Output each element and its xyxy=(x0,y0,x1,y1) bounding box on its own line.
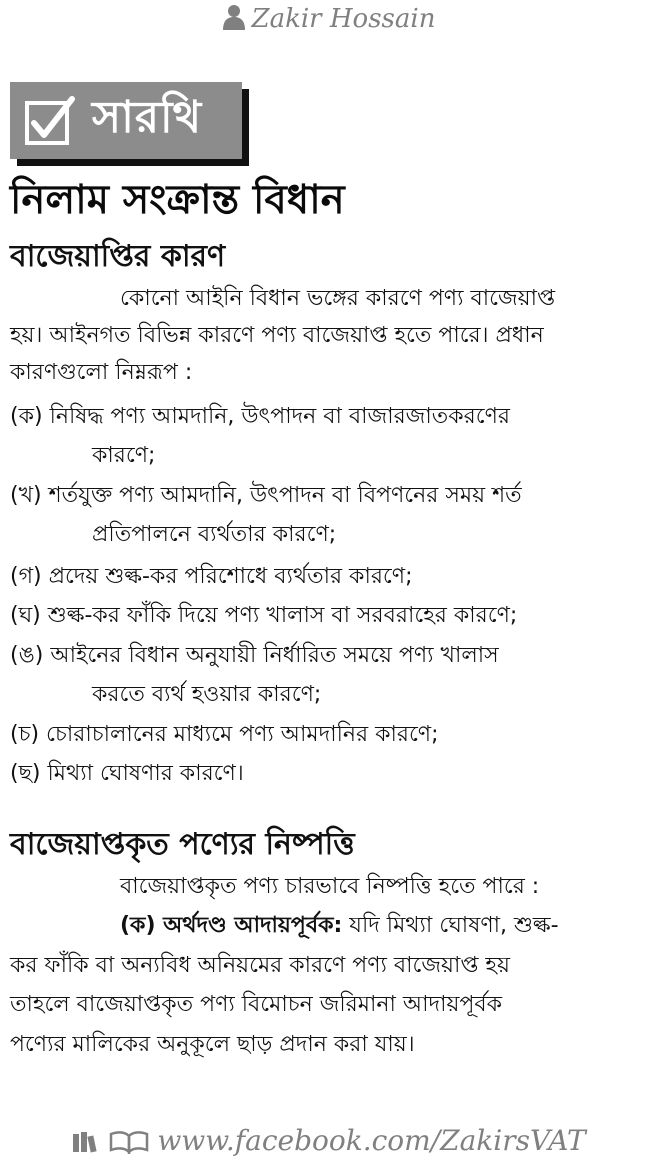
author-name: Zakir Hossain xyxy=(251,4,436,34)
brand-badge xyxy=(10,82,242,159)
author-credit xyxy=(0,4,657,34)
list-marker: (খ) xyxy=(10,483,42,508)
disposal-line: কর ফাঁকি বা অন্যবিধ অনিয়মের কারণে পণ্য বাজেয়াপ্ত হয় xyxy=(10,953,510,978)
list-item xyxy=(10,402,510,432)
list-marker: (ক) xyxy=(10,404,43,429)
intro-line: কোনো আইনি বিধান ভঙ্গের কারণে পণ্য বাজেয়াপ্ত xyxy=(120,286,556,311)
footer xyxy=(0,1124,657,1157)
badge-label: সারথি xyxy=(92,92,203,143)
list-marker: (ছ) xyxy=(10,761,41,786)
disposal-intro: বাজেয়াপ্তকৃত পণ্য চারভাবে নিষ্পত্তি হতে পারে : xyxy=(120,874,540,899)
list-item xyxy=(10,562,412,592)
section-heading-reasons: বাজেয়াপ্তির কারণ xyxy=(10,239,226,274)
user-icon xyxy=(222,4,246,30)
list-item-text: প্রদেয় শুল্ক-কর পরিশোধে ব্যর্থতার কারণে; xyxy=(48,564,413,589)
list-item-text: নিষিদ্ধ পণ্য আমদানি, উৎপাদন বা বাজারজাতকরণের xyxy=(49,404,510,429)
checkbox-icon xyxy=(24,95,76,147)
list-marker: (গ) xyxy=(10,564,42,589)
list-item-text: আইনের বিধান অনুযায়ী নির্ধারিত সময়ে পণ্য খালাস xyxy=(50,643,499,668)
list-item xyxy=(10,481,522,511)
disposal-method-label: (ক) অর্থদণ্ড আদায়পূর্বক: xyxy=(120,913,343,938)
footer-link[interactable]: www.facebook.com/ZakirsVAT xyxy=(157,1124,586,1157)
intro-line: হয়। আইনগত বিভিন্ন কারণে পণ্য বাজেয়াপ্ত হতে পারে। প্রধান xyxy=(10,323,544,348)
list-item-text: শর্তযুক্ত পণ্য আমদানি, উৎপাদন বা বিপণনের সময় শর্ত xyxy=(48,483,522,508)
list-marker: (চ) xyxy=(10,722,40,747)
list-item-continuation: করতে ব্যর্থ হওয়ার কারণে; xyxy=(92,682,322,707)
disposal-line: তাহলে বাজেয়াপ্তকৃত পণ্য বিমোচন জরিমানা আদায়পূর্বক xyxy=(10,992,503,1017)
list-item-text: মিথ্যা ঘোষণার কারণে। xyxy=(47,761,244,786)
list-item-continuation: প্রতিপালনে ব্যর্থতার কারণে; xyxy=(92,522,337,547)
list-item xyxy=(10,759,244,789)
disposal-text: যদি মিথ্যা ঘোষণা, শুল্ক- xyxy=(349,913,559,938)
list-item xyxy=(10,601,517,631)
section-heading-disposal: বাজেয়াপ্তকৃত পণ্যের নিষ্পত্তি xyxy=(10,827,355,862)
page-title: নিলাম সংক্রান্ত বিধান xyxy=(10,177,345,223)
list-item-text: শুল্ক-কর ফাঁকি দিয়ে পণ্য খালাস বা সরবরাহের কারণে; xyxy=(47,603,518,628)
list-marker: (ঙ) xyxy=(10,643,44,668)
disposal-paragraph-first-line xyxy=(120,911,559,941)
list-item xyxy=(10,720,439,750)
list-marker: (ঘ) xyxy=(10,603,41,628)
list-item-continuation: কারণে; xyxy=(92,443,156,468)
list-item xyxy=(10,641,499,671)
books-icon xyxy=(71,1128,149,1154)
intro-line: কারণগুলো নিম্নরূপ : xyxy=(10,360,193,385)
list-item-text: চোরাচালানের মাধ্যমে পণ্য আমদানির কারণে; xyxy=(46,722,439,747)
disposal-line: পণ্যের মালিকের অনুকূলে ছাড় প্রদান করা যায়। xyxy=(10,1032,415,1057)
